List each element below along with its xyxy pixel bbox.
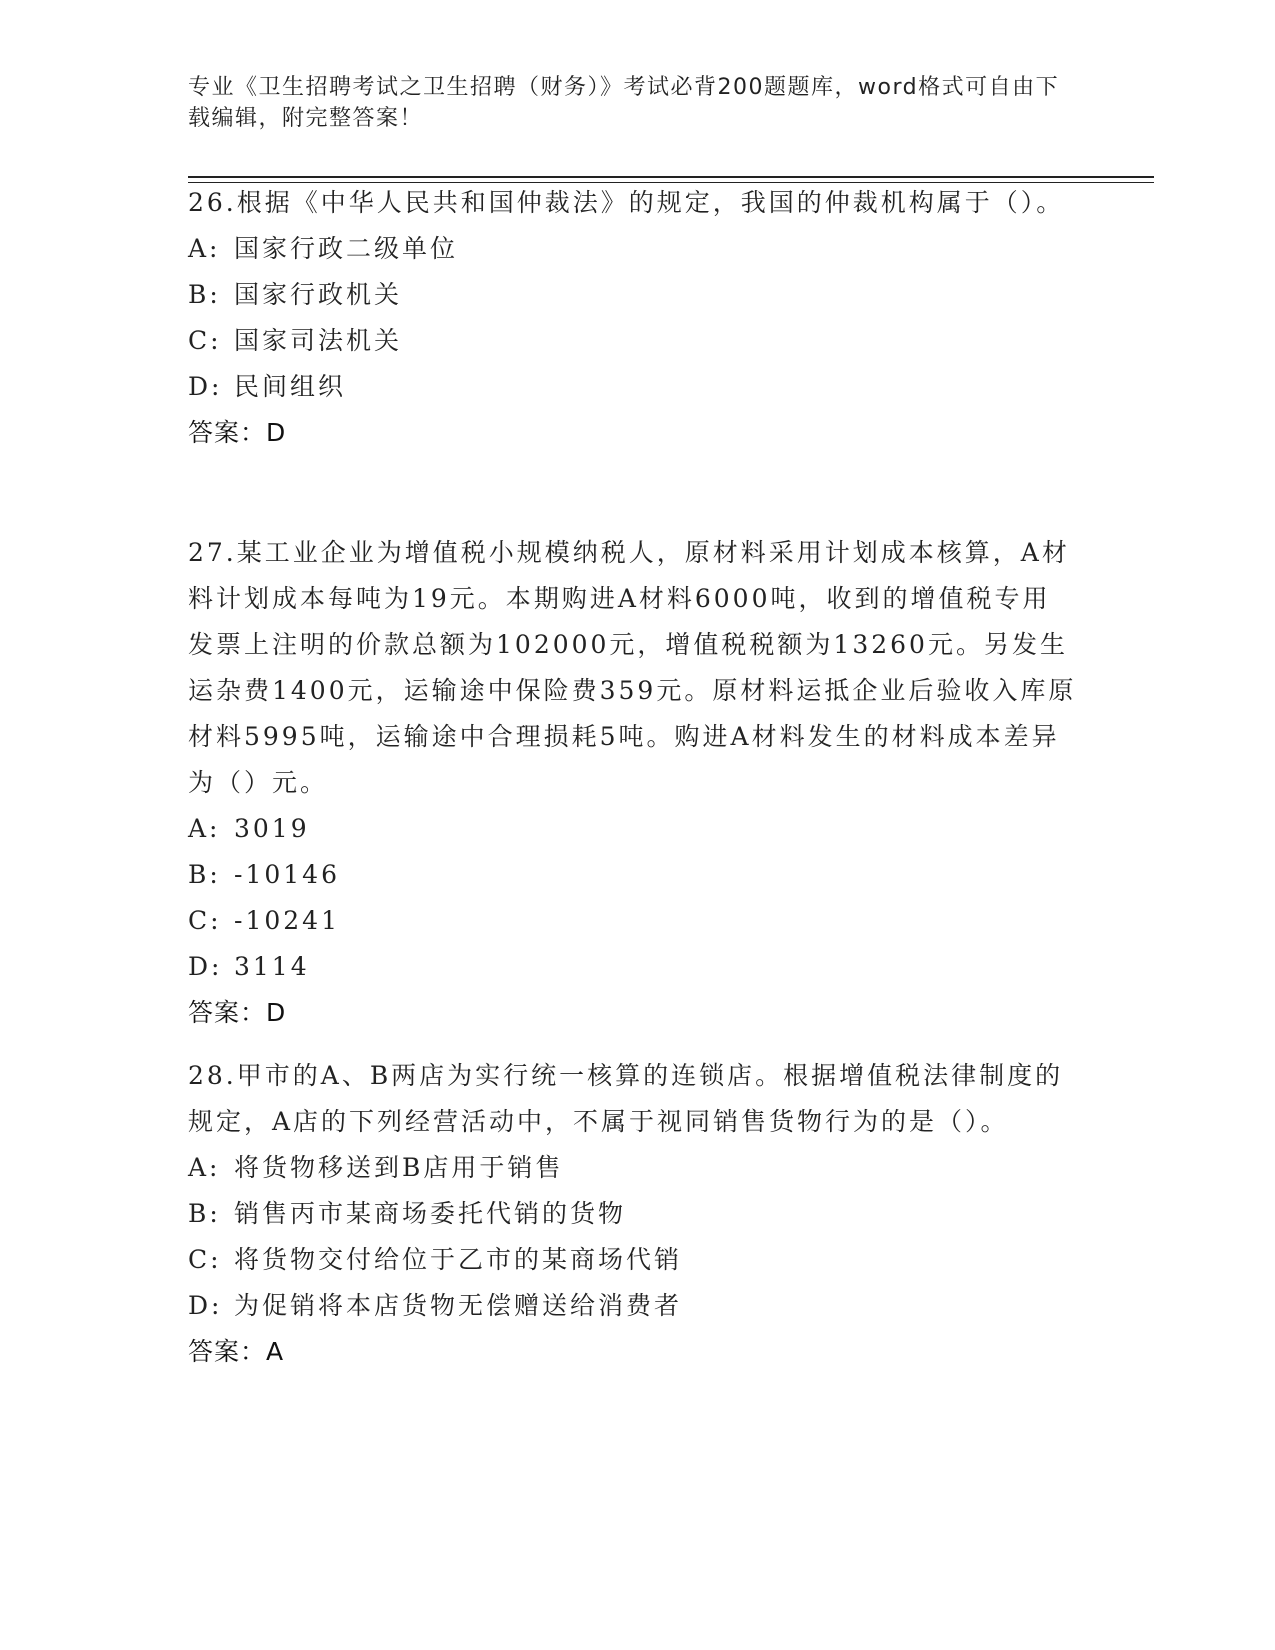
question-stem: 28.甲市的A、B两店为实行统一核算的连锁店。根据增值税法律制度的规定，A店的下列经营活动中，不属于视同销售货物行为的是（）。 [188, 1061, 1064, 1136]
answer-line [188, 410, 1078, 456]
option-d [188, 944, 1078, 990]
answer-line [188, 990, 1078, 1036]
option-a [188, 1145, 1078, 1191]
option-text: -10241 [234, 906, 340, 935]
option-letter: D: [188, 1291, 223, 1320]
question-stem: 27.某工业企业为增值税小规模纳税人，原材料采用计划成本核算，A材料计划成本每吨为19元。本期购进A材料6000吨，收到的增值税专用发票上注明的价款总额为102000元，增值税税额为13260元。另发生运杂费1400元，运输途中保险费359元。原材料运抵企业后验收入库原材料5995吨，运输途中合理损耗5吨。购进A材料发生的材料成本差异为（）元。 [188, 538, 1077, 797]
option-letter: B: [188, 1199, 221, 1228]
answer-value: D [266, 418, 287, 447]
option-letter: C: [188, 1245, 222, 1274]
question-28 [188, 1053, 1078, 1375]
question-stem: 26.根据《中华人民共和国仲裁法》的规定，我国的仲裁机构属于（）。 [188, 188, 1065, 217]
option-text: 3019 [234, 814, 310, 843]
option-letter: D: [188, 372, 223, 401]
option-letter: B: [188, 280, 221, 309]
option-text: 销售丙市某商场委托代销的货物 [234, 1199, 627, 1228]
option-b [188, 1191, 1078, 1237]
option-a [188, 806, 1078, 852]
option-c [188, 318, 1078, 364]
option-letter: A: [188, 814, 221, 843]
option-d [188, 364, 1078, 410]
answer-value: A [266, 1337, 285, 1366]
option-letter: C: [188, 326, 222, 355]
option-text: 将货物移送到B店用于销售 [234, 1153, 564, 1182]
option-b [188, 272, 1078, 318]
option-a [188, 226, 1078, 272]
option-text: 国家司法机关 [234, 326, 403, 355]
option-letter: A: [188, 1153, 221, 1182]
option-text: 3114 [234, 952, 310, 981]
header-divider-thick [188, 176, 1154, 178]
option-text: -10146 [234, 860, 340, 889]
option-text: 为促销将本店货物无偿赠送给消费者 [234, 1291, 683, 1320]
answer-label: 答案： [188, 1337, 267, 1366]
question-27 [188, 530, 1078, 1036]
answer-value: D [266, 998, 287, 1027]
option-text: 将货物交付给位于乙市的某商场代销 [234, 1245, 683, 1274]
option-text: 国家行政机关 [234, 280, 403, 309]
question-26 [188, 180, 1078, 456]
option-c [188, 898, 1078, 944]
option-text: 民间组织 [234, 372, 347, 401]
option-letter: D: [188, 952, 223, 981]
option-letter: A: [188, 234, 221, 263]
option-d [188, 1283, 1078, 1329]
option-b [188, 852, 1078, 898]
option-letter: B: [188, 860, 221, 889]
answer-label: 答案： [188, 418, 267, 447]
document-header: 专业《卫生招聘考试之卫生招聘（财务）》考试必背200题题库，word格式可自由下载编辑，附完整答案！ [188, 75, 1060, 131]
answer-line [188, 1329, 1078, 1375]
option-letter: C: [188, 906, 222, 935]
answer-label: 答案： [188, 998, 267, 1027]
option-text: 国家行政二级单位 [234, 234, 459, 263]
option-c [188, 1237, 1078, 1283]
